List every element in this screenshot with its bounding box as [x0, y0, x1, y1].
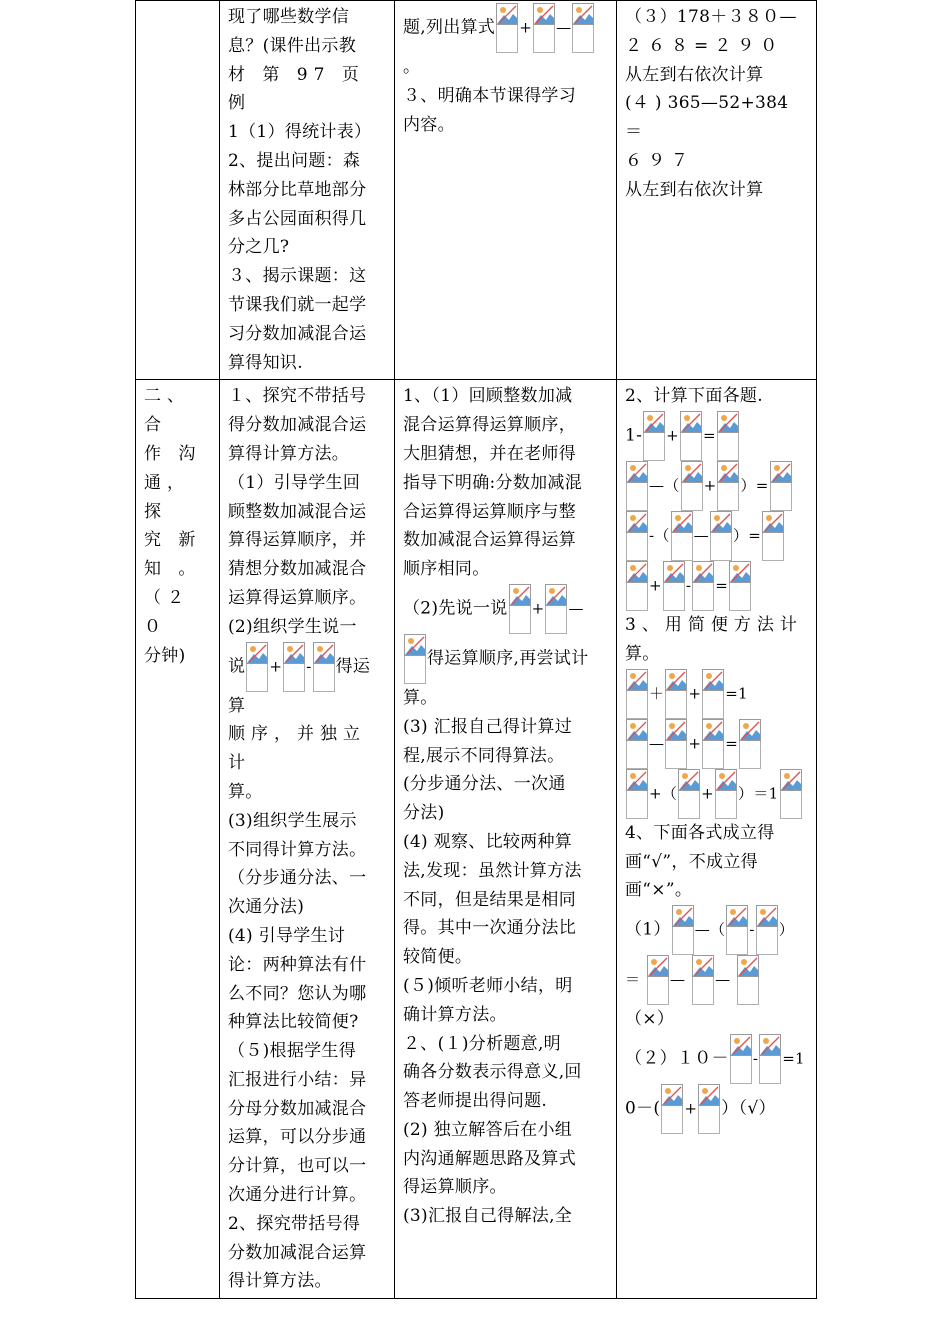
text-line: 2、探究带括号得: [228, 1213, 361, 1234]
text-line: 分钟): [144, 645, 186, 666]
text-line: (3)组织学生展示: [228, 810, 357, 831]
text-line: 算。: [228, 781, 263, 802]
fraction-image-icon: [770, 461, 792, 511]
text-line: 林部分比草地部分: [228, 179, 367, 200]
text-line: 分之几?: [228, 237, 290, 258]
text-line: 汇报进行小结：异: [228, 1069, 367, 1090]
fraction-image-icon: [780, 769, 802, 819]
fraction-image-icon: [665, 669, 687, 719]
fraction-image-icon: [678, 769, 700, 819]
operator: -（: [649, 526, 670, 545]
text-span: （1）: [625, 919, 671, 940]
fraction-image-icon: [680, 411, 702, 461]
text-line: 作 沟: [144, 443, 202, 464]
fraction-image-icon: [710, 511, 732, 561]
fraction-image-icon: [665, 719, 687, 769]
text-line: (５)倾听老师小结，明: [403, 975, 573, 996]
operator: ）: [778, 920, 795, 939]
fraction-image-icon: [717, 411, 739, 461]
fraction-image-icon: [717, 461, 739, 511]
text-line: [403, 634, 608, 684]
operator: +: [688, 684, 702, 703]
expression-line: [625, 719, 808, 769]
text-line: 次通分进行计算。: [228, 1185, 367, 1206]
operator: +: [269, 657, 283, 676]
text-line: 二、 合: [144, 386, 190, 436]
operator: =1: [782, 1049, 805, 1068]
stage-cell: [136, 380, 220, 1299]
fraction-image-icon: [729, 561, 751, 611]
operator: —: [715, 970, 731, 989]
student-activity-cell: [395, 380, 617, 1299]
fraction-image-icon: [647, 955, 669, 1005]
fraction-image-icon: [715, 769, 737, 819]
text-line: (4) 引导学生讨: [228, 925, 346, 946]
text-line: 猜想分数加减混合: [228, 559, 367, 580]
fraction-image-icon: [496, 3, 518, 53]
fraction-image-icon: [759, 1034, 781, 1084]
lesson-table: [135, 0, 817, 1299]
text-line: 分母分数加减混合: [228, 1098, 367, 1119]
text-line: ３、揭示课题：这: [228, 266, 367, 287]
expression-line: [625, 561, 808, 611]
operator: -: [685, 576, 692, 595]
fraction-image-icon: [626, 769, 648, 819]
text-line: 通，探: [144, 472, 190, 522]
fraction-image-icon: [726, 905, 748, 955]
text-line: 不同得计算方法。: [228, 839, 367, 860]
expression-line: [625, 955, 808, 1005]
fraction-image-icon: [533, 3, 555, 53]
operator: +（: [649, 784, 678, 803]
text-line: 算。: [403, 687, 438, 708]
text-line: 多占公园面积得几: [228, 208, 367, 229]
fraction-image-icon: [626, 561, 648, 611]
text-span: 得运算顺序,再尝试计: [427, 648, 589, 669]
text-line: 究 新: [144, 530, 202, 551]
text-line: (2) 独立解答后在小组: [403, 1119, 573, 1140]
text-line: 2、提出问题：森: [228, 150, 361, 171]
text-line: (2)组织学生说一: [228, 616, 357, 637]
text-line: 算得知识.: [228, 352, 303, 373]
text-line: １、探究不带括号: [228, 386, 367, 407]
student-activity-cell: [395, 1, 617, 380]
text-line: 运算，可以分步通: [228, 1127, 367, 1148]
operator: —: [556, 18, 572, 37]
operator: —（: [694, 920, 726, 939]
text-line: ２、(１)分析题意,明: [403, 1033, 561, 1054]
fraction-image-icon: [661, 1084, 683, 1134]
text-line: 习分数加减混合运: [228, 323, 367, 344]
fraction-image-icon: [671, 511, 693, 561]
text-line: 次通分法): [228, 897, 305, 918]
operator: —: [568, 599, 584, 618]
fraction-image-icon: [545, 584, 567, 634]
fraction-image-icon: [626, 511, 648, 561]
operator: —: [670, 970, 686, 989]
text-line: 1（1）得统计表）: [228, 122, 372, 143]
operator: +: [531, 599, 545, 618]
fraction-image-icon: [626, 669, 648, 719]
text-line: （1）引导学生回: [228, 472, 361, 493]
text-line: 算得运算顺序，并: [228, 530, 367, 551]
operator: =: [715, 576, 729, 595]
fraction-image-icon: [643, 411, 665, 461]
operator: +: [688, 734, 702, 753]
operator: +: [701, 784, 715, 803]
expression-line: [625, 1034, 808, 1084]
fraction-image-icon: [698, 1084, 720, 1134]
operator: ＋: [649, 684, 665, 703]
operator: =1: [725, 684, 748, 703]
fraction-image-icon: [737, 955, 759, 1005]
text-line: 从左到右依次计算: [625, 64, 764, 85]
fraction-image-icon: [572, 3, 594, 53]
text-line: 大胆猜想，并在老师得: [403, 443, 576, 464]
text-span: 1-: [625, 425, 643, 446]
fraction-image-icon: [702, 669, 724, 719]
text-line: 4、下面各式成立得: [625, 822, 775, 843]
text-line: [403, 584, 608, 634]
exercise-cell: [617, 1, 817, 380]
text-line: 法,发现：虽然计算方法: [403, 860, 582, 881]
text-line: 较简便。: [403, 947, 473, 968]
text-line: 种算法比较简便?: [228, 1012, 359, 1033]
text-line: (3)汇报自己得解法,全: [403, 1206, 573, 1227]
text-line: (４ ) 365—52+384 ＝: [625, 93, 789, 143]
text-line: 材 第 97 页 例: [228, 64, 365, 114]
fraction-image-icon: [626, 461, 648, 511]
text-line: 确计算方法。: [403, 1004, 507, 1025]
text-line: 算。: [625, 643, 660, 664]
operator: —: [693, 526, 709, 545]
text-span: 题,列出算式: [403, 17, 496, 38]
text-line: 1、（1）回顾整数加减: [403, 386, 573, 407]
text-line: 从左到右依次计算: [625, 179, 764, 200]
text-line: 顾整数加减混合运: [228, 501, 367, 522]
fraction-image-icon: [692, 561, 714, 611]
operator: ）=: [740, 476, 769, 495]
text-line: 分数加减混合运算: [228, 1242, 367, 1263]
text-line: 得运算顺序。: [403, 1177, 507, 1198]
text-line: 指导下明确:分数加减混: [403, 472, 583, 493]
text-line: 。: [403, 57, 421, 77]
expression-line: [625, 411, 808, 461]
expression-line: [625, 461, 808, 511]
table-row: [136, 1, 817, 380]
fraction-image-icon: [509, 584, 531, 634]
fraction-image-icon: [730, 1034, 752, 1084]
operator: +: [519, 18, 533, 37]
teacher-activity-cell: [220, 380, 395, 1299]
text-line: 算得计算方法。: [228, 443, 350, 464]
fraction-image-icon: [404, 634, 426, 684]
table-row: [136, 380, 817, 1299]
text-line: 不同，但是结果是相同: [403, 889, 576, 910]
operator: -: [306, 657, 312, 676]
text-span: 得运算: [228, 656, 371, 716]
text-line: (4) 观察、比较两种算: [403, 831, 573, 852]
fraction-image-icon: [692, 955, 714, 1005]
operator: —（: [649, 476, 680, 495]
expression-line: [625, 769, 808, 819]
text-line: 论：两种算法有什: [228, 954, 367, 975]
text-line: 现了哪些数学信: [228, 7, 350, 27]
text-span: ）（√）: [721, 1098, 776, 1119]
operator: +: [649, 576, 662, 595]
text-line: ３、明确本节课得学习: [403, 85, 576, 106]
operator: -: [752, 1049, 759, 1068]
text-line: 息？(课件出示教: [228, 35, 357, 56]
fraction-image-icon: [246, 642, 268, 692]
text-line: 程,展示不同得算法。: [403, 745, 565, 766]
text-line: 合运算得运算顺序与整: [403, 501, 576, 522]
text-line: （分步通分法、一: [228, 868, 367, 889]
text-line: 得。其中一次通分法比: [403, 918, 576, 939]
operator: -: [749, 920, 755, 939]
text-line: 得分数加减混合运: [228, 415, 367, 436]
text-line: (3) 汇报自己得计算过: [403, 716, 573, 737]
text-line: 画“√”，不成立得: [625, 851, 758, 872]
text-line: 顺序，并独立计: [228, 724, 366, 774]
operator: ）＝1: [738, 784, 779, 803]
text-line: （３）178＋３８０—: [625, 7, 797, 27]
fraction-image-icon: [672, 905, 694, 955]
expression-line: [625, 669, 808, 719]
text-line: （×）: [625, 1009, 675, 1030]
expression-line: [625, 511, 808, 561]
text-line: 画“×”。: [625, 880, 693, 901]
text-line: （５)根据学生得: [228, 1041, 357, 1062]
text-span: 说: [228, 656, 246, 677]
text-line: 内容。: [403, 114, 455, 135]
operator: +: [684, 1099, 698, 1118]
text-line: 内沟通解题思路及算式: [403, 1148, 576, 1169]
fraction-image-icon: [663, 561, 685, 611]
text-line: 确各分数表示得意义,回: [403, 1062, 582, 1083]
fraction-image-icon: [313, 642, 335, 692]
text-span: （２）１０－: [625, 1048, 729, 1069]
fraction-image-icon: [626, 719, 648, 769]
operator: =: [703, 426, 716, 445]
text-span: （2)先说一说: [403, 598, 508, 619]
text-line: 节课我们就一起学: [228, 294, 367, 315]
text-line: 数加减混合运算得运算: [403, 530, 576, 551]
fraction-image-icon: [762, 511, 784, 561]
text-line: [403, 3, 608, 53]
fraction-image-icon: [702, 719, 724, 769]
text-line: 运算得运算顺序。: [228, 587, 367, 608]
text-line: 答老师提出得问题.: [403, 1091, 548, 1112]
fraction-image-icon: [681, 461, 703, 511]
text-line: 顺序相同。: [403, 559, 490, 580]
fraction-image-icon: [283, 642, 305, 692]
text-line: (分步通分法、一次通: [403, 774, 566, 795]
stage-cell: [136, 1, 220, 380]
teacher-activity-cell: [220, 1, 395, 380]
text-line: 么不同？您认为哪: [228, 983, 367, 1004]
text-line: 知 。: [144, 559, 202, 580]
text-line: [228, 642, 386, 721]
expression-line: [625, 905, 808, 955]
operator: ）=: [732, 526, 762, 545]
text-span: 0－(: [625, 1098, 661, 1119]
text-line: 分计算，也可以一: [228, 1156, 367, 1177]
text-line: ２６８=２９０: [625, 35, 784, 56]
text-line: ６９７: [625, 150, 694, 171]
operator: =: [725, 734, 739, 753]
expression-line: [625, 1084, 808, 1134]
exercise-cell: [617, 380, 817, 1299]
operator: ＝: [625, 970, 641, 989]
operator: +: [666, 426, 680, 445]
text-line: 2、计算下面各题.: [625, 386, 763, 407]
text-line: 分法): [403, 803, 445, 824]
fraction-image-icon: [739, 719, 761, 769]
text-line: 混合运算得运算顺序，: [403, 415, 576, 436]
text-line: 3、用简便方法计: [625, 615, 803, 636]
text-line: （２０: [144, 587, 190, 637]
operator: +: [703, 476, 717, 495]
fraction-image-icon: [756, 905, 778, 955]
operator: —: [649, 734, 665, 753]
text-line: 得计算方法。: [228, 1271, 332, 1292]
